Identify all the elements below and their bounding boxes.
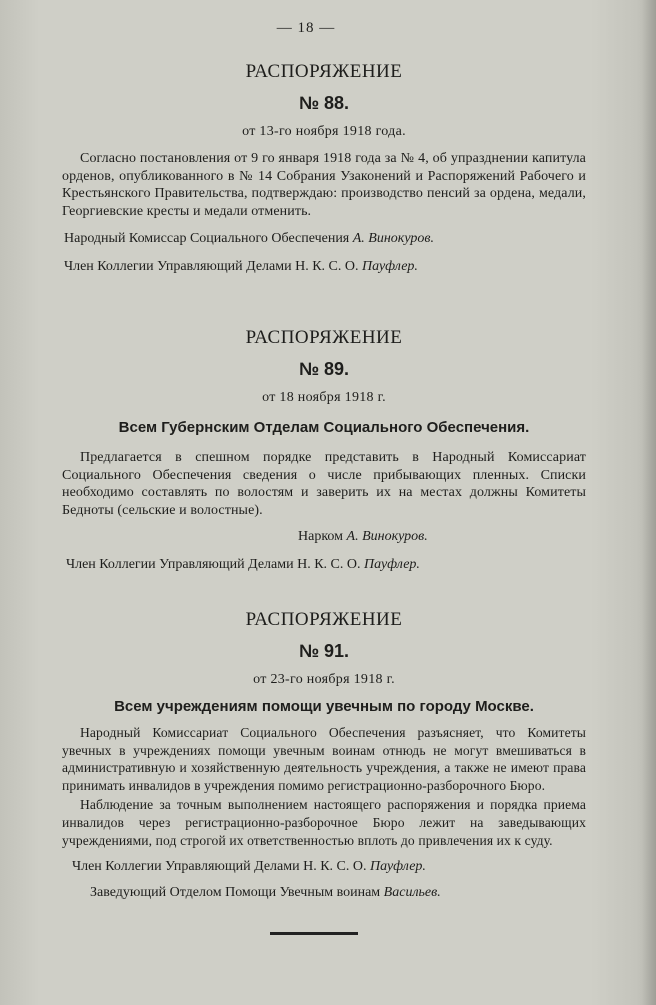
order-date: от 23-го ноября 1918 г. (253, 672, 395, 687)
page-number: — 18 — (276, 20, 336, 36)
signature-line (62, 229, 586, 249)
signature-name: А. Винокуров. (352, 231, 434, 247)
signature-name: Пауфлер. (364, 557, 420, 573)
signature-title: Член Коллегии Управляющий Делами Н. К. С. О. (64, 259, 359, 275)
signature-name: Пауфлер. (370, 859, 426, 875)
signature-title: Нарком (298, 529, 344, 545)
order-number: № 89. (298, 359, 350, 379)
order-addressee: Всем учреждениям помощи увечным по городу Москве. (114, 698, 534, 715)
order-paragraph: Предлагается в спешном порядке представить в Народный Комиссариат Социального Обеспечения сведения о числе прибывающих пленных. Списки необходимо составлять по волостям и заверить их на местах должны Комитеты Бедноты (сельские и волостные). (62, 450, 586, 518)
signature-line (62, 257, 586, 277)
signature-line (62, 555, 586, 575)
signature-line (62, 527, 586, 547)
order-paragraph: Согласно постановления от 9 го января 1918 года за № 4, об упразднении капитула орденов, опубликованного в № 14 Собрания Узаконений и Распоряжений Рабочего и Крестьянского Правительства, подтверждаю: производство пенсий за ордена, медали, Георгиевские кресты и медали отменить. (62, 151, 586, 219)
signature-title: Народный Комиссар Социального Обеспечения (64, 231, 350, 247)
order-number: № 88. (298, 93, 350, 113)
signature-line (62, 883, 586, 903)
order-heading: РАСПОРЯЖЕНИЕ (245, 609, 403, 630)
closing-rule (270, 932, 358, 935)
order-heading: РАСПОРЯЖЕНИЕ (245, 327, 403, 348)
order-91 (62, 608, 586, 903)
order-date: от 18 ноября 1918 г. (262, 390, 386, 405)
order-heading: РАСПОРЯЖЕНИЕ (245, 61, 403, 82)
order-88 (62, 60, 586, 277)
signature-name: Пауфлер. (362, 259, 418, 275)
order-addressee: Всем Губернским Отделам Социального Обеспечения. (118, 419, 530, 436)
order-date: от 13-го ноября 1918 года. (242, 124, 406, 139)
order-paragraph: Народный Комиссариат Социального Обеспечения разъясняет, что Комитеты увечных в учреждениях помощи увечным воинам отнюдь не могут вмешиваться в административную и хозяйственную деятельность учреждения, а также не имеют права принимать инвалидов в учреждения помимо регистрационно-разборочного Бюро. (62, 725, 586, 793)
order-number: № 91. (298, 641, 350, 661)
order-89 (62, 326, 586, 575)
order-paragraph: Наблюдение за точным выполнением настоящего распоряжения и порядка приема инвалидов через регистрационно-разборочное Бюро лежит на заведывающих учреждениями, под строгой их ответственностью вплоть до привлечения их к суду. (62, 797, 586, 848)
signature-title: Заведующий Отделом Помощи Увечным воинам (90, 885, 381, 901)
signature-name: А. Винокуров. (346, 529, 428, 545)
page-edge-shadow (642, 0, 656, 1005)
signature-name: Васильев. (383, 885, 441, 901)
signature-title: Член Коллегии Управляющий Делами Н. К. С. О. (66, 557, 361, 573)
signature-title: Член Коллегии Управляющий Делами Н. К. С. О. (72, 859, 367, 875)
signature-line (62, 857, 586, 877)
